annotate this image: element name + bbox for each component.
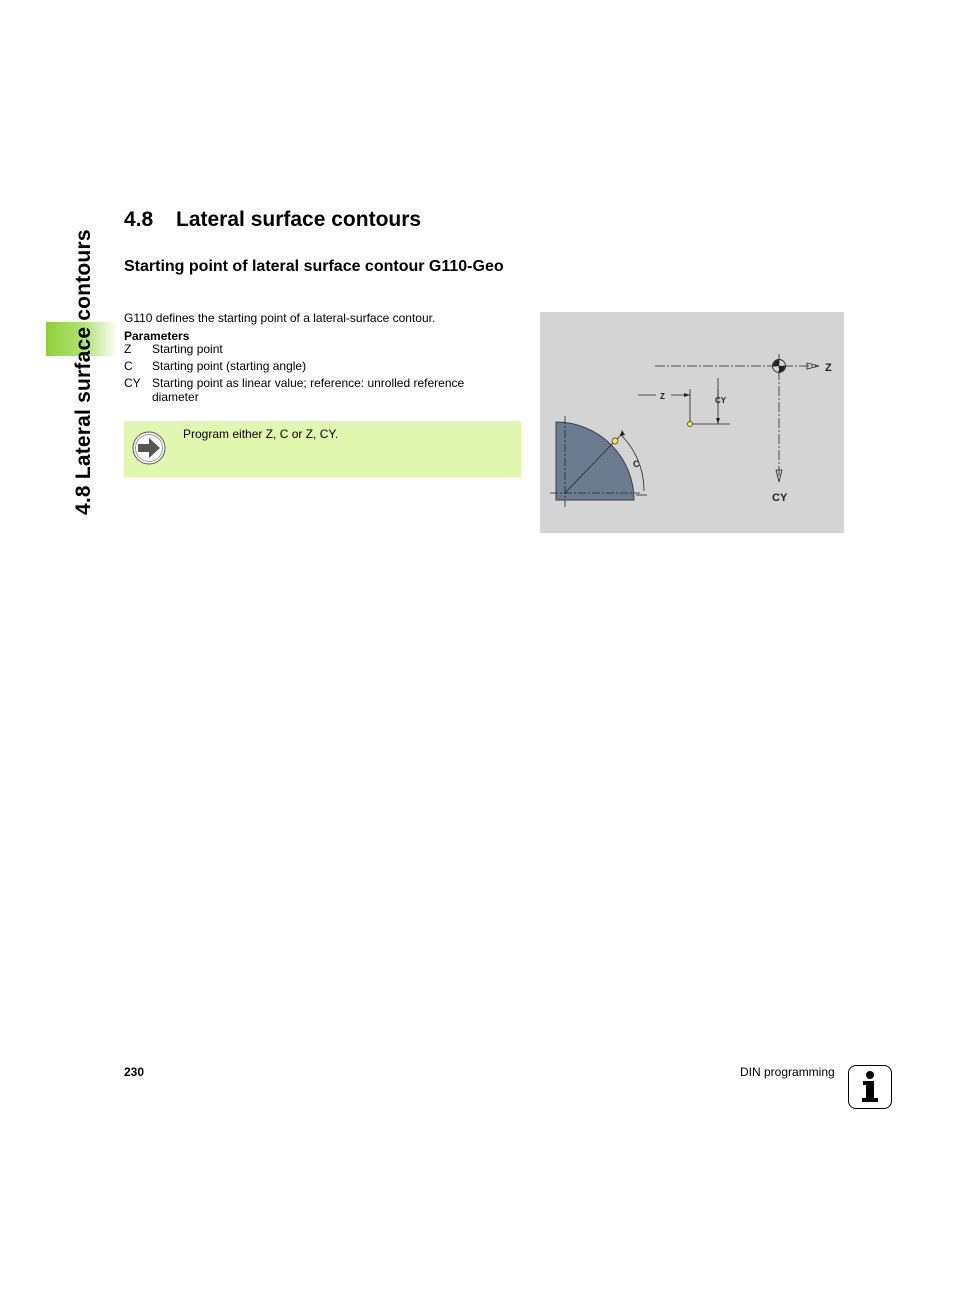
arrow-right-icon	[132, 431, 166, 470]
intro-text: G110 defines the starting point of a lateral-surface contour.	[124, 311, 436, 325]
figure-point-marker	[688, 422, 693, 427]
figure-label-c-dim: C	[633, 459, 640, 469]
section-number: 4.8	[124, 208, 154, 231]
parameter-row-c	[124, 359, 504, 373]
figure-label-cy-axis: CY	[772, 492, 788, 504]
parameter-desc: Starting point as linear value; reference: unrolled reference diameter	[152, 376, 465, 404]
figure-drawing	[540, 312, 844, 533]
figure-label-cy-dim: CY	[715, 396, 727, 405]
parameter-row-cy	[124, 376, 504, 404]
info-icon	[848, 1065, 892, 1109]
note-text: Program either Z, C or Z, CY.	[183, 427, 339, 441]
figure-label-z-dim: Z	[660, 392, 665, 401]
parameter-key: Z	[124, 342, 132, 356]
parameter-desc: Starting point	[152, 342, 223, 356]
parameter-key: C	[124, 359, 133, 373]
parameter-desc: Starting point (starting angle)	[152, 359, 307, 373]
parameter-row-z	[124, 342, 504, 356]
page-number: 230	[124, 1065, 145, 1079]
figure-label-z-axis: Z	[825, 362, 832, 374]
footer-chapter: DIN programming	[740, 1065, 835, 1079]
side-chapter-title: 4.8 Lateral surface contours	[72, 229, 95, 515]
parameter-list	[124, 342, 504, 407]
subsection-title: Starting point of lateral surface contour G110-Geo	[124, 258, 504, 275]
parameter-key: CY	[124, 376, 141, 390]
section-title-text: Lateral surface contours	[176, 208, 422, 231]
section-title	[124, 208, 421, 232]
starting-point	[612, 438, 618, 444]
parameters-label: Parameters	[124, 329, 190, 343]
contour-figure	[540, 312, 844, 533]
note-box	[124, 421, 521, 477]
